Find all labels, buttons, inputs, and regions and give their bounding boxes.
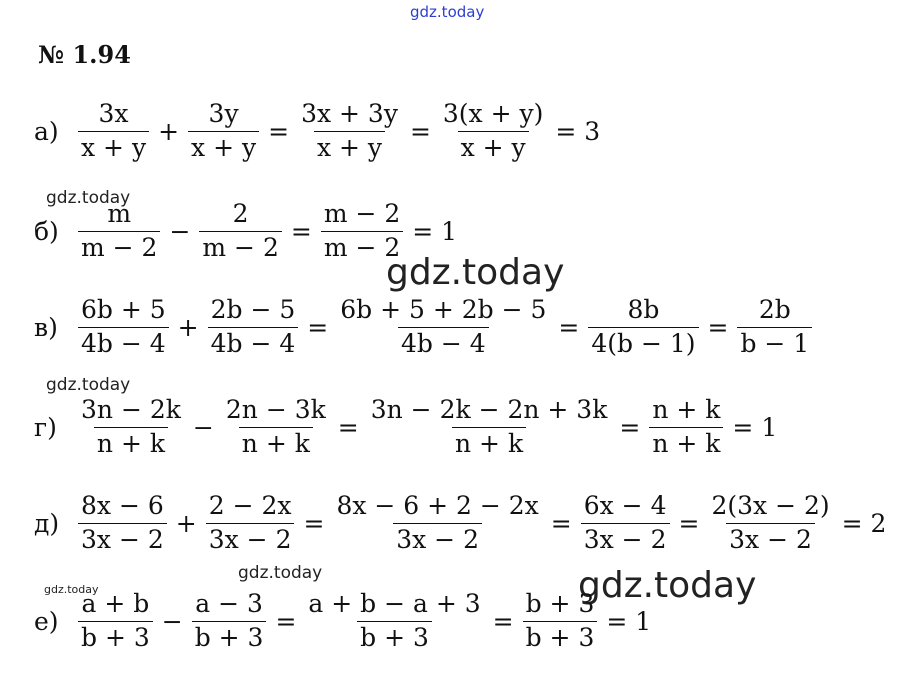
operator: = (275, 606, 297, 636)
operator: = (409, 116, 431, 146)
watermark: gdz.today (46, 375, 131, 395)
operator: = 1 (606, 606, 652, 636)
fraction (337, 296, 549, 359)
watermark: gdz.today (386, 252, 565, 293)
denominator: b + 3 (357, 621, 432, 653)
operator: = (558, 312, 580, 342)
numerator: m (107, 199, 132, 228)
numerator: m − 2 (323, 199, 401, 228)
operator: = (550, 508, 572, 538)
fraction (649, 396, 723, 459)
denominator: x + y (78, 131, 149, 163)
denominator: 4b − 4 (78, 327, 169, 359)
problem-label: а) (34, 116, 59, 146)
numerator: 8x − 6 (81, 491, 164, 520)
numerator: 2n − 3k (225, 395, 326, 424)
problem-row (34, 396, 782, 459)
denominator: 4b − 4 (398, 327, 489, 359)
fraction (523, 590, 598, 653)
fraction (298, 100, 401, 163)
operator: = 1 (732, 412, 778, 442)
numerator: 2b (758, 295, 791, 324)
watermark: gdz.today (238, 563, 323, 583)
operator: = (268, 116, 290, 146)
numerator: a + b (81, 589, 150, 618)
numerator: 6b + 5 (81, 295, 166, 324)
operator: = (492, 606, 514, 636)
denominator: 3x − 2 (206, 523, 295, 555)
denominator: x + y (458, 131, 529, 163)
operator: = (303, 508, 325, 538)
numerator: a − 3 (195, 589, 263, 618)
fraction (78, 590, 153, 653)
operator: = (678, 508, 700, 538)
denominator: m − 2 (78, 231, 160, 263)
fraction (223, 396, 329, 459)
problem-row (34, 100, 605, 163)
numerator: b + 3 (525, 589, 595, 618)
numerator: a + b − a + 3 (308, 589, 481, 618)
operator: = (337, 412, 359, 442)
denominator: x + y (314, 131, 385, 163)
problem-label: в) (34, 312, 58, 342)
operator: − (161, 606, 183, 636)
numerator: 2b − 5 (210, 295, 296, 324)
exercise-title: № 1.94 (38, 40, 131, 69)
fraction (305, 590, 483, 653)
numerator: 3n − 2k − 2n + 3k (370, 395, 608, 424)
numerator: 6x − 4 (583, 491, 667, 520)
watermark: gdz.today (44, 583, 99, 596)
denominator: 3x − 2 (78, 523, 167, 555)
operator: = 3 (555, 116, 601, 146)
fraction (188, 100, 259, 163)
problem-label: д) (34, 508, 60, 538)
problem-row (34, 590, 656, 653)
problem-label: б) (34, 216, 59, 246)
denominator: m − 2 (321, 231, 403, 263)
denominator: 3x − 2 (393, 523, 482, 555)
operator: + (175, 508, 197, 538)
denominator: n + k (94, 427, 168, 459)
numerator: 2(3x − 2) (711, 491, 830, 520)
denominator: n + k (239, 427, 313, 459)
problem-row (34, 492, 891, 555)
operator: = (290, 216, 312, 246)
numerator: 8x − 6 + 2 − 2x (336, 491, 539, 520)
operator: = (619, 412, 641, 442)
denominator: 3x − 2 (726, 523, 815, 555)
fraction (199, 200, 281, 263)
denominator: b + 3 (192, 621, 267, 653)
numerator: 3y (208, 99, 239, 128)
numerator: 6b + 5 + 2b − 5 (340, 295, 547, 324)
operator: − (169, 216, 191, 246)
numerator: 3x (98, 99, 129, 128)
fraction (333, 492, 541, 555)
fraction (78, 200, 160, 263)
fraction (440, 100, 546, 163)
fraction (737, 296, 812, 359)
denominator: x + y (188, 131, 259, 163)
problem-label: г) (34, 412, 57, 442)
operator: − (192, 412, 214, 442)
denominator: b + 3 (78, 621, 153, 653)
operator: = (707, 312, 729, 342)
operator: = 1 (412, 216, 458, 246)
problem-row (34, 200, 462, 263)
fraction (78, 100, 149, 163)
denominator: 4b − 4 (208, 327, 299, 359)
fraction (581, 492, 670, 555)
fraction (708, 492, 832, 555)
watermark: gdz.today (46, 188, 131, 208)
operator: = 2 (841, 508, 887, 538)
operator: + (177, 312, 199, 342)
fraction (206, 492, 295, 555)
denominator: b − 1 (737, 327, 812, 359)
fraction (368, 396, 611, 459)
fraction (78, 396, 184, 459)
fraction (208, 296, 299, 359)
denominator: b + 3 (523, 621, 598, 653)
fraction (321, 200, 403, 263)
operator: = (307, 312, 329, 342)
fraction (192, 590, 267, 653)
fraction (78, 492, 167, 555)
problem-label: е) (34, 606, 59, 636)
numerator: 3n − 2k (81, 395, 181, 424)
fraction (78, 296, 169, 359)
watermark: gdz.today (578, 565, 757, 606)
numerator: 3(x + y) (442, 99, 544, 128)
watermark-top: gdz.today (410, 3, 485, 21)
numerator: 3x + 3y (301, 99, 398, 128)
numerator: 8b (627, 295, 660, 324)
problem-row (34, 296, 816, 359)
fraction (588, 296, 698, 359)
numerator: n + k (652, 395, 721, 424)
operator: + (158, 116, 180, 146)
denominator: 4(b − 1) (588, 327, 698, 359)
denominator: n + k (649, 427, 723, 459)
numerator: 2 (232, 199, 249, 228)
denominator: m − 2 (199, 231, 281, 263)
denominator: n + k (452, 427, 526, 459)
denominator: 3x − 2 (581, 523, 670, 555)
numerator: 2 − 2x (208, 491, 292, 520)
